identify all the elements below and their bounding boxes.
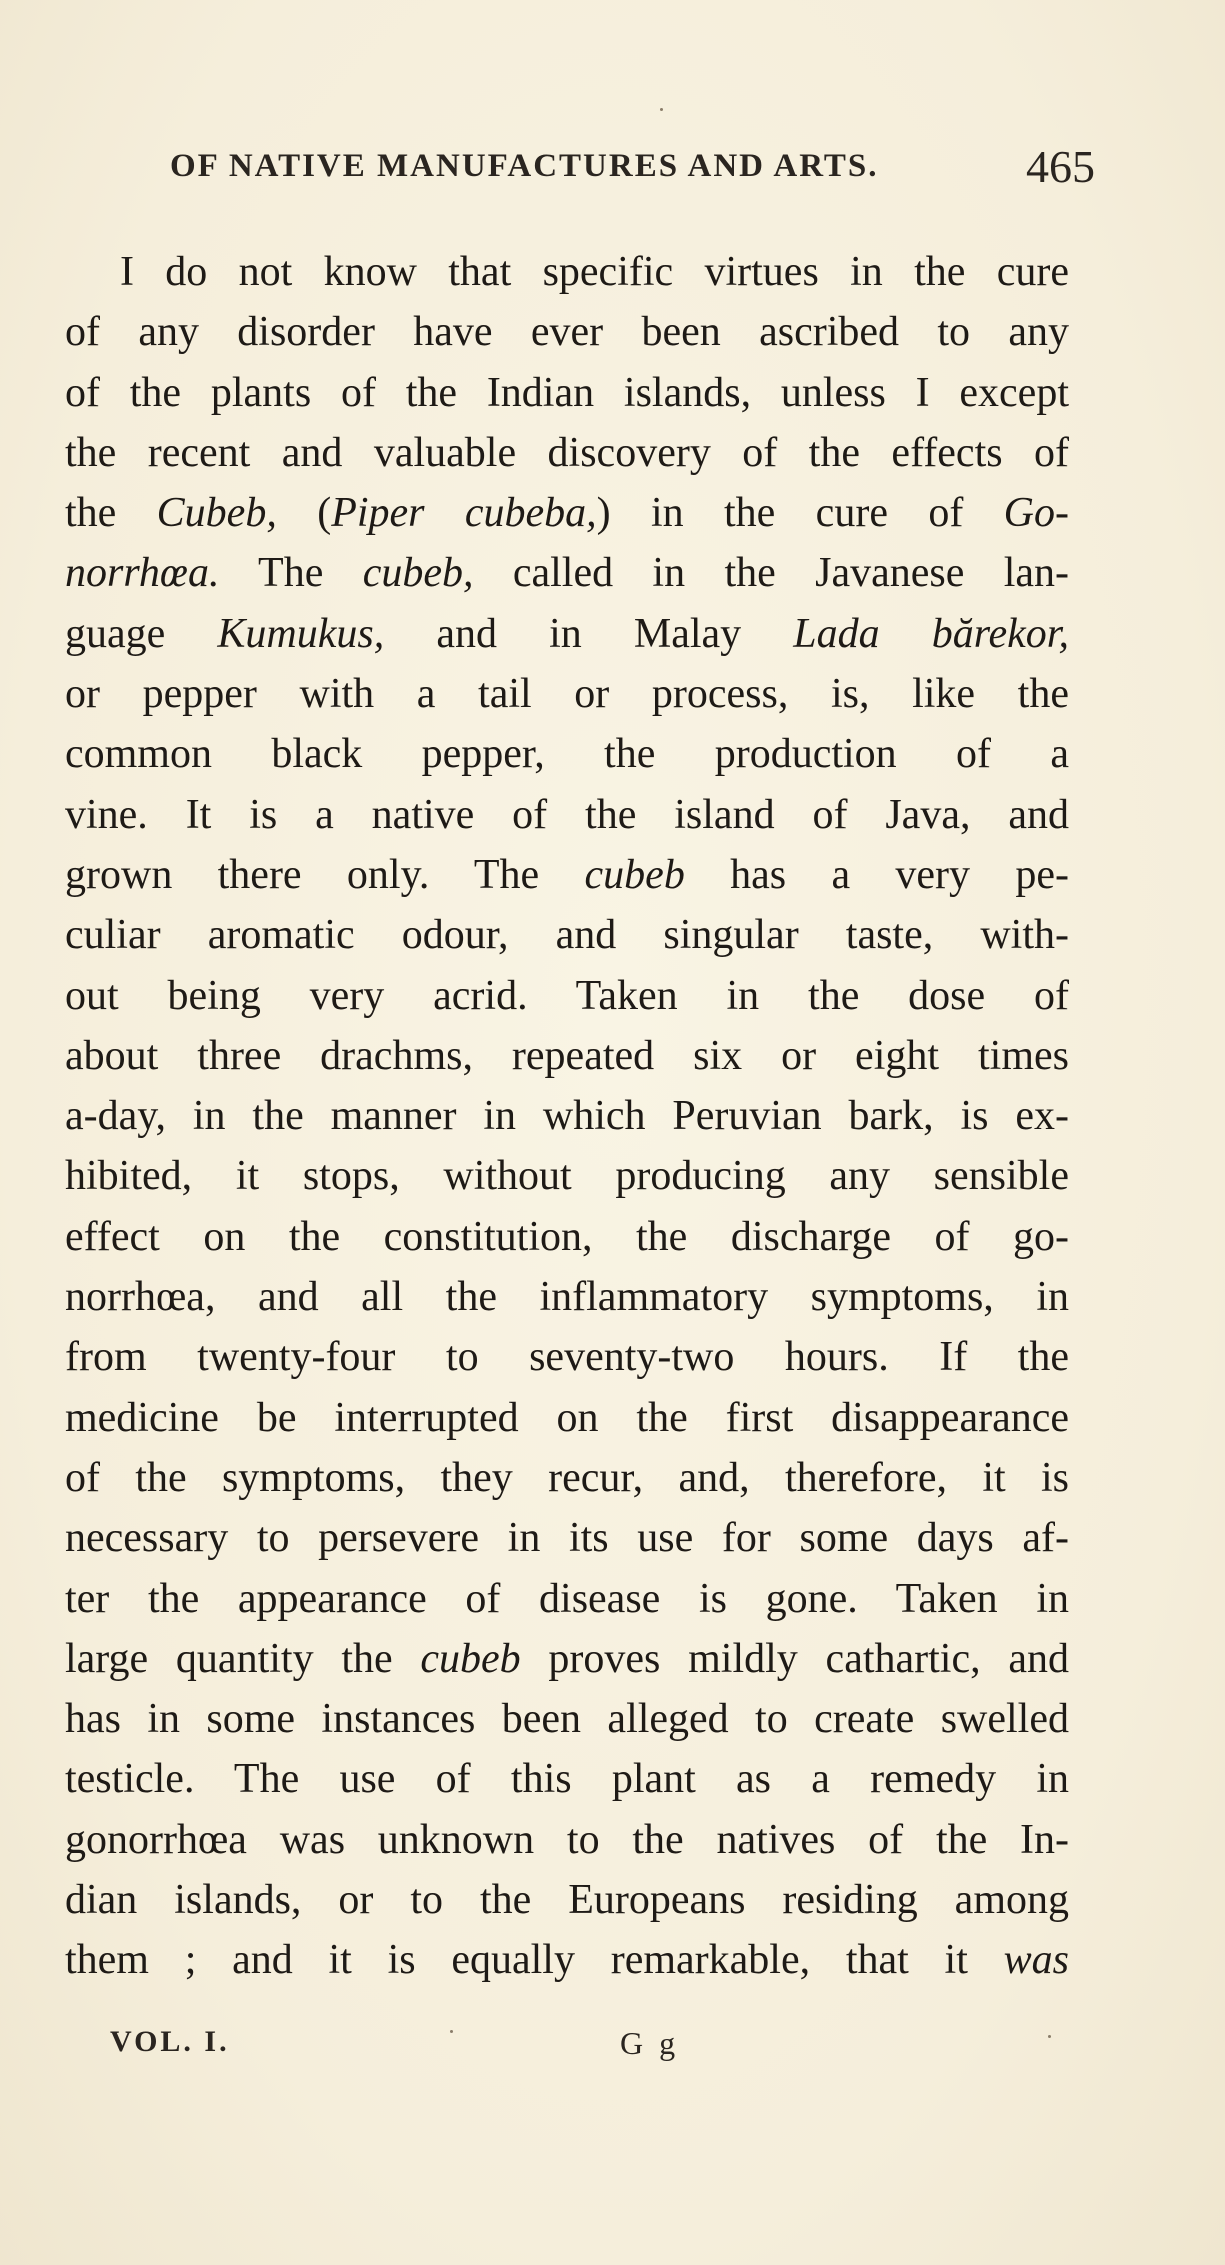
text-line [65,302,1069,362]
italic-text: cubeb, [362,550,474,597]
text-segment: culiar aromatic odour, and singular taste, with- [65,912,1069,959]
italic-text: cubeb [420,1635,521,1682]
text-segment: The [219,550,363,597]
italic-text: Kumukus, [217,610,385,657]
text-line [65,543,1069,603]
text-segment: out being very acrid. Taken in the dose of [65,972,1069,1019]
text-segment: grown there only. The [65,851,585,898]
page-footer [0,2025,1225,2075]
text-line [65,483,1069,543]
text-segment: gonorrhœa was unknown to the natives of the In- [65,1816,1069,1863]
text-segment: the recent and valuable discovery of the effects of [65,429,1069,476]
text-line [65,1388,1069,1448]
text-line [65,1629,1069,1689]
text-line [65,905,1069,965]
text-line [65,1749,1069,1809]
italic-text: Piper cubeba, [331,490,597,537]
signature-mark: G g [620,2025,680,2061]
text-line [65,1870,1069,1930]
text-segment: norrhœa, and all the inflammatory symptoms, in [65,1274,1069,1321]
italic-text: Cubeb, [156,490,277,537]
text-line [65,1448,1069,1508]
text-line [65,1508,1069,1568]
text-segment: and in Malay [384,610,794,657]
text-line [65,1267,1069,1327]
text-line [65,1930,1069,1990]
text-line [65,1689,1069,1749]
text-segment: them ; and it is equally remarkable, that it [65,1937,1004,1984]
text-segment: or pepper with a tail or process, is, like the [65,671,1069,718]
text-line [65,423,1069,483]
text-segment: of any disorder have ever been ascribed to any [65,309,1069,356]
text-segment: of the plants of the Indian islands, unless I except [65,369,1069,416]
text-segment: a-day, in the manner in which Peruvian bark, is ex- [65,1093,1069,1140]
italic-text: Lada bărekor, [793,610,1069,657]
body-paragraph [65,242,1069,1991]
text-segment: common black pepper, the production of a [65,731,1069,778]
text-segment: hibited, it stops, without producing any sensible [65,1153,1069,1200]
text-segment: vine. It is a native of the island of Java, and [65,791,1069,838]
italic-text: was [1003,1937,1069,1984]
print-speck [450,2030,453,2033]
text-line [65,664,1069,724]
page-number: 465 [1026,141,1095,192]
print-speck [660,108,663,111]
text-segment: dian islands, or to the Europeans residing among [65,1877,1069,1924]
text-segment: about three drachms, repeated six or eight times [65,1032,1069,1079]
italic-text: cubeb [584,851,685,898]
text-line [65,604,1069,664]
text-line [65,363,1069,423]
text-segment: medicine be interrupted on the first disappearance [65,1394,1069,1441]
text-line [65,242,1069,302]
text-segment: necessary to persevere in its use for some days af- [65,1515,1069,1562]
text-segment: has in some instances been alleged to create swelled [65,1696,1069,1743]
text-segment: testicle. The use of this plant as a remedy in [65,1756,1069,1803]
text-line [65,1146,1069,1206]
print-speck [1048,2035,1051,2038]
text-segment: has a very pe- [684,851,1069,898]
text-line [65,1327,1069,1387]
text-line [65,785,1069,845]
text-line [65,1086,1069,1146]
running-head: OF NATIVE MANUFACTURES AND ARTS. [170,148,879,184]
italic-text: Go- [1003,490,1069,537]
text-segment: ( [276,490,332,537]
text-segment: ter the appearance of disease is gone. Taken in [65,1575,1069,1622]
text-segment: the [65,490,157,537]
text-segment: effect on the constitution, the discharge of go- [65,1213,1069,1260]
volume-mark: VOL. I. [110,2025,230,2058]
text-segment: guage [65,610,218,657]
text-segment: called in the Javanese lan- [473,550,1069,597]
text-line [65,1026,1069,1086]
text-segment: large quantity the [65,1635,421,1682]
text-segment: ) in the cure of [596,490,1004,537]
text-line [65,845,1069,905]
text-segment: I do not know that specific virtues in the cure [120,249,1069,295]
text-line [65,1810,1069,1870]
text-line [65,966,1069,1026]
italic-text: norrhœa. [65,550,220,597]
text-line [65,1207,1069,1267]
text-segment: from twenty-four to seventy-two hours. If the [65,1334,1069,1381]
text-segment: proves mildly cathartic, and [520,1635,1069,1682]
text-segment: of the symptoms, they recur, and, therefore, it is [65,1454,1069,1501]
text-line [65,1569,1069,1629]
text-line [65,724,1069,784]
